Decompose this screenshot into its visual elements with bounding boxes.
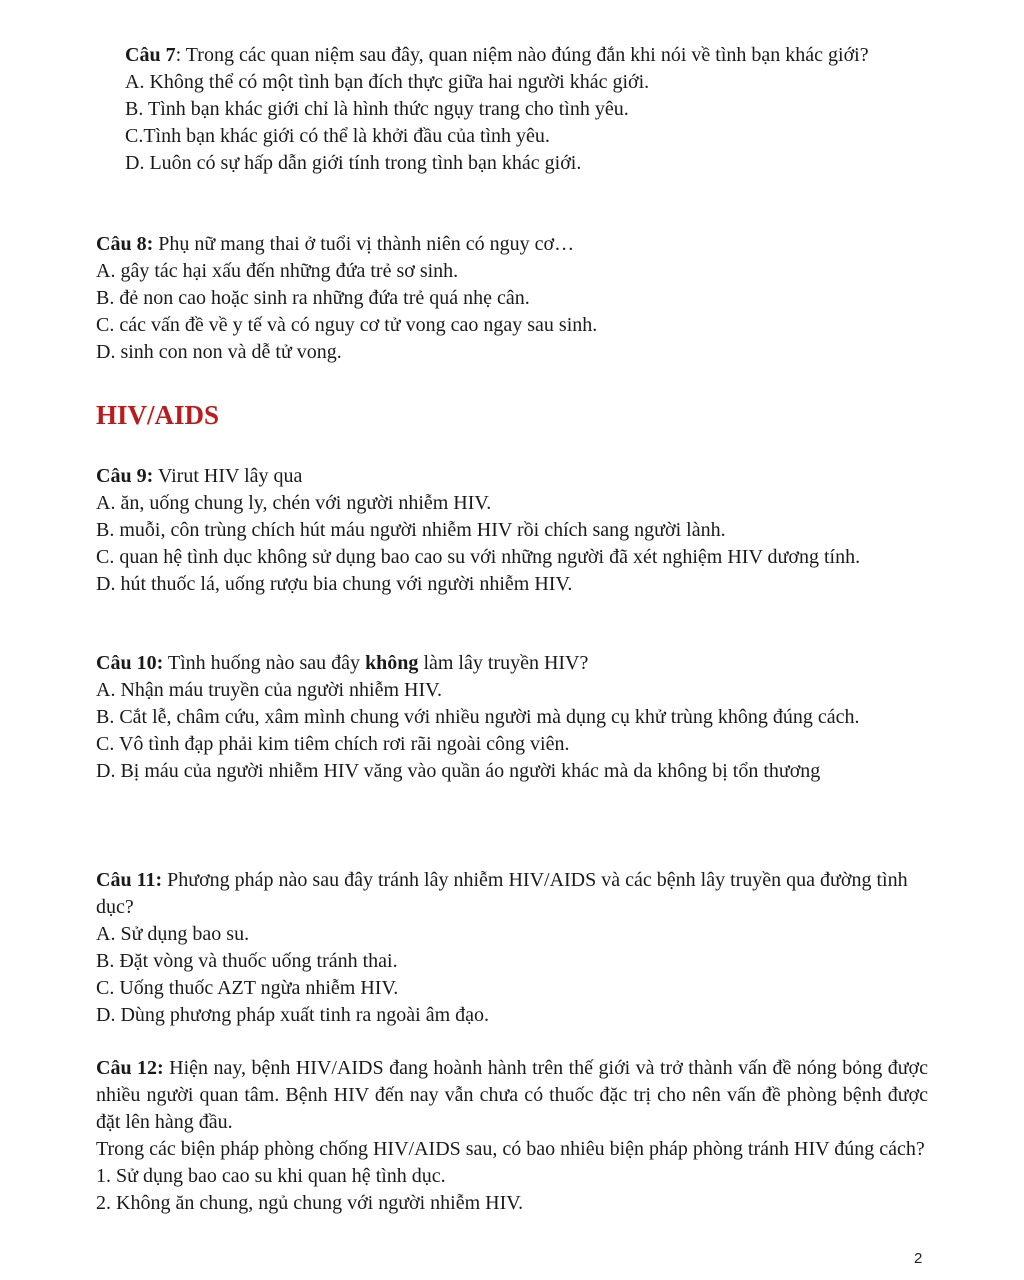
question-8-label: Câu 8:: [96, 233, 154, 255]
question-11-option-b: B. Đặt vòng và thuốc uống tránh thai.: [96, 950, 398, 972]
question-10-emphasis: không: [365, 652, 419, 674]
question-11-stem: [96, 867, 908, 921]
question-7-option-c: C.Tình bạn khác giới có thể là khởi đầu của tình yêu.: [125, 125, 550, 147]
question-10-option-c: C. Vô tình đạp phải kim tiêm chích rơi rãi ngoài công viên.: [96, 733, 570, 755]
question-9: [96, 463, 886, 598]
question-11-option-a: A. Sử dụng bao su.: [96, 923, 250, 945]
question-12: [96, 1055, 928, 1217]
question-10: [96, 650, 888, 785]
question-7-stem: [125, 42, 915, 69]
question-11-text: Phương pháp nào sau đây tránh lây nhiễm HIV/AIDS và các bệnh lây truyền qua đường tình dục?: [96, 869, 908, 918]
question-8-option-d: D. sinh con non và dễ tử vong.: [96, 341, 342, 363]
question-9-option-c: C. quan hệ tình dục không sử dụng bao cao su với những người đã xét nghiệm HIV dương tính.: [96, 546, 861, 568]
question-9-option-d: D. hút thuốc lá, uống rượu bia chung với người nhiễm HIV.: [96, 573, 573, 595]
section-heading-hiv-aids: HIV/AIDS: [96, 400, 220, 430]
question-7-option-b: B. Tình bạn khác giới chỉ là hình thức ngụy trang cho tình yêu.: [125, 98, 629, 120]
question-7-option-a: A. Không thể có một tình bạn đích thực giữa hai người khác giới.: [125, 71, 650, 93]
question-10-option-d: D. Bị máu của người nhiễm HIV văng vào quần áo người khác mà da không bị tổn thương: [96, 760, 821, 782]
question-10-option-b: B. Cắt lễ, châm cứu, xâm mình chung với nhiều người mà dụng cụ khử trùng không đúng cách.: [96, 706, 860, 728]
question-12-item-2: 2. Không ăn chung, ngủ chung với người nhiễm HIV.: [96, 1192, 524, 1214]
question-12-question: Trong các biện pháp phòng chống HIV/AIDS sau, có bao nhiêu biện pháp phòng tránh HIV đúng cách?: [96, 1138, 925, 1160]
page-number: 2: [914, 1250, 923, 1267]
question-9-option-a: A. ăn, uống chung ly, chén với người nhiễm HIV.: [96, 492, 492, 514]
question-9-label: Câu 9:: [96, 465, 154, 487]
question-12-item-1: 1. Sử dụng bao cao su khi quan hệ tình dục.: [96, 1165, 446, 1187]
question-10-text-before: Tình huống nào sau đây: [163, 652, 366, 674]
question-9-stem: [96, 463, 886, 490]
question-7-text: : Trong các quan niệm sau đây, quan niệm nào đúng đắn khi nói về tình bạn khác giới?: [175, 44, 869, 66]
question-8-option-c: C. các vấn đề về y tế và có nguy cơ tử vong cao ngay sau sinh.: [96, 314, 598, 336]
question-7: [125, 42, 915, 177]
question-12-label: Câu 12:: [96, 1057, 164, 1079]
question-10-text-after: làm lây truyền HIV?: [418, 652, 589, 674]
question-7-label: Câu 7: [125, 44, 176, 66]
question-8: [96, 231, 916, 366]
question-7-option-d: D. Luôn có sự hấp dẫn giới tính trong tình bạn khác giới.: [125, 152, 582, 174]
question-11-option-d: D. Dùng phương pháp xuất tinh ra ngoài âm đạo.: [96, 1004, 490, 1026]
question-8-stem: [96, 231, 916, 258]
question-12-text: Hiện nay, bệnh HIV/AIDS đang hoành hành trên thế giới và trở thành vấn đề nóng bỏng được nhiều người quan tâm. Bệnh HIV đến nay vẫn chưa có thuốc đặc trị cho nên vấn đề phòng bệnh được đặt lên hàng đầu.: [96, 1057, 928, 1133]
question-11: [96, 867, 908, 1029]
question-11-option-c: C. Uống thuốc AZT ngừa nhiễm HIV.: [96, 977, 399, 999]
question-8-option-a: A. gây tác hại xấu đến những đứa trẻ sơ sinh.: [96, 260, 459, 282]
question-11-label: Câu 11:: [96, 869, 163, 891]
question-10-option-a: A. Nhận máu truyền của người nhiễm HIV.: [96, 679, 442, 701]
question-10-label: Câu 10:: [96, 652, 164, 674]
question-8-text: Phụ nữ mang thai ở tuổi vị thành niên có nguy cơ…: [153, 233, 575, 255]
question-9-option-b: B. muỗi, côn trùng chích hút máu người nhiễm HIV rồi chích sang người lành.: [96, 519, 726, 541]
question-10-stem: [96, 650, 888, 677]
question-12-stem: [96, 1055, 928, 1136]
question-8-option-b: B. đẻ non cao hoặc sinh ra những đứa trẻ quá nhẹ cân.: [96, 287, 530, 309]
question-9-text: Virut HIV lây qua: [153, 465, 303, 487]
